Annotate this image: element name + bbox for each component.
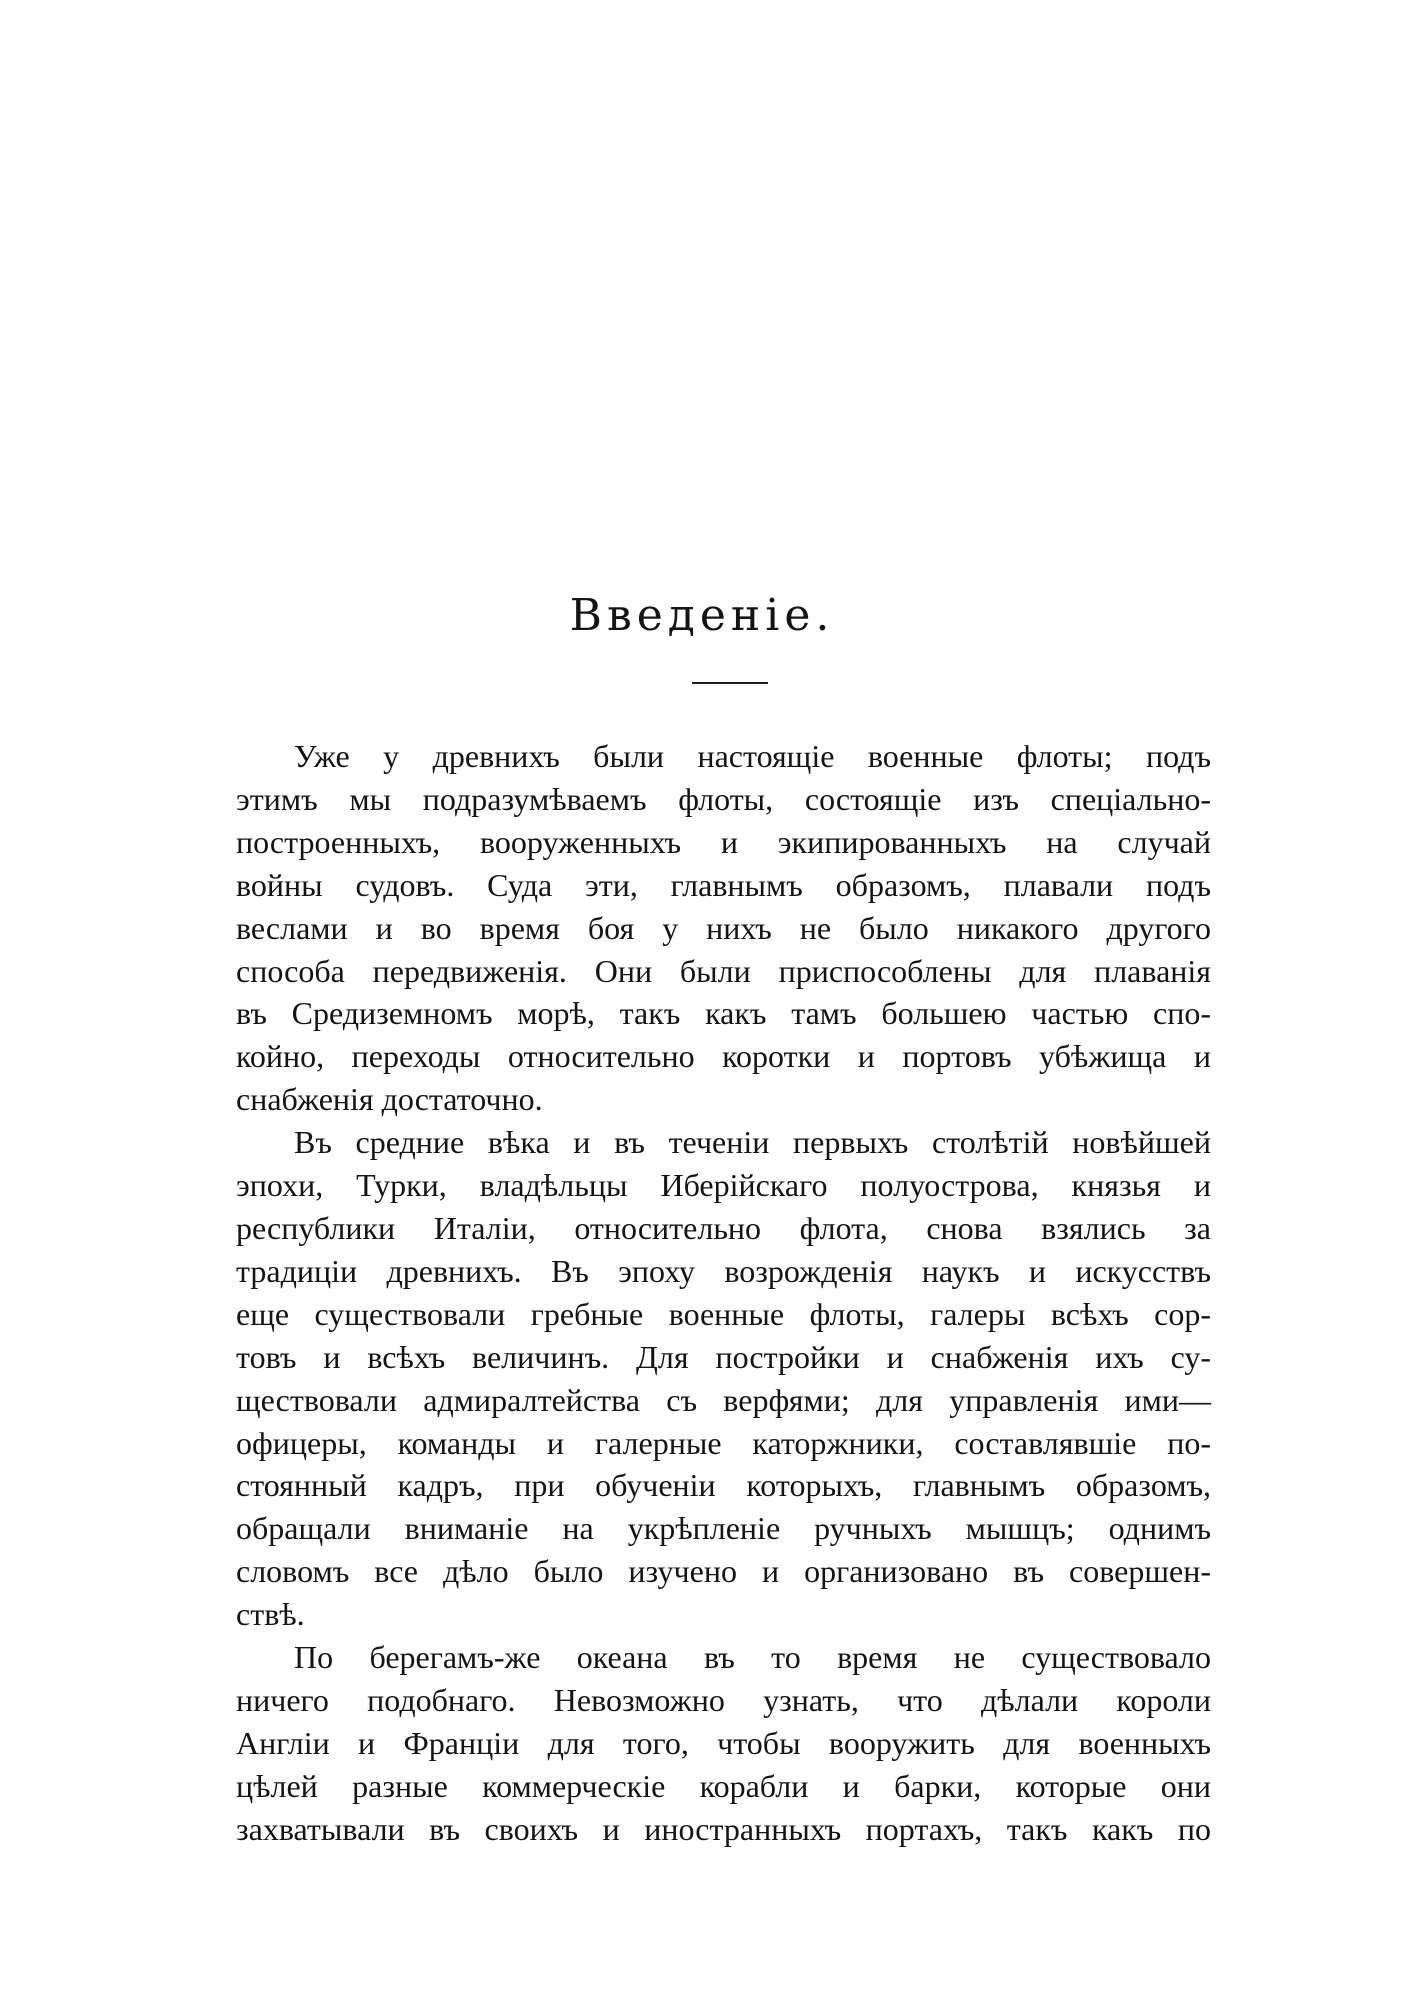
text-line: Уже у древнихъ были настоящiе военные флоты; подъ bbox=[294, 738, 1211, 774]
text-line: койно, переходы относительно коротки и портовъ убѣжища и bbox=[236, 1038, 1211, 1075]
text-line: ществовали адмиралтейства съ верфями; для управленiя ими— bbox=[236, 1381, 1211, 1418]
text-line: способа передвиженiя. Они были приспособлены для плаванiя bbox=[236, 952, 1211, 989]
text-line: республики Италiи, относительно флота, снова взялись за bbox=[236, 1209, 1211, 1246]
text-line: построенныхъ, вооруженныхъ и экипированныхъ на случай bbox=[236, 823, 1211, 860]
text-line: снабженiя достаточно. bbox=[236, 1081, 543, 1118]
text-line: Англiи и Францiи для того, чтобы вооружить для военныхъ bbox=[236, 1724, 1211, 1761]
text-line: веслами и во время боя у нихъ не было никакого другого bbox=[236, 909, 1211, 946]
text-line: товъ и всѣхъ величинъ. Для постройки и снабженiя ихъ су- bbox=[236, 1338, 1211, 1375]
text-line: войны судовъ. Суда эти, главнымъ образомъ, плавали подъ bbox=[236, 866, 1211, 903]
chapter-title: Введенiе. bbox=[569, 590, 835, 641]
body-text bbox=[236, 735, 1211, 1851]
text-line: офицеры, команды и галерные каторжники, составлявшiе по- bbox=[236, 1424, 1211, 1461]
text-line: традицiи древнихъ. Въ эпоху возрожденiя наукъ и искусствъ bbox=[236, 1252, 1211, 1289]
text-line: ничего подобнаго. Невозможно узнать, что дѣлали короли bbox=[236, 1681, 1211, 1718]
paragraph-3 bbox=[236, 1636, 1211, 1851]
text-line: обращали вниманiе на укрѣпленiе ручныхъ мышцъ; однимъ bbox=[236, 1510, 1211, 1547]
text-line: ствѣ. bbox=[236, 1596, 305, 1633]
text-line: эпохи, Турки, владѣльцы Иберiйскаго полуострова, князья и bbox=[236, 1167, 1211, 1204]
text-line: въ Средиземномъ морѣ, такъ какъ тамъ большею частью спо- bbox=[236, 995, 1211, 1032]
text-line: захватывали въ своихъ и иностранныхъ портахъ, такъ какъ по bbox=[236, 1810, 1211, 1847]
paragraph-1 bbox=[236, 735, 1211, 1121]
text-line: Въ средние вѣка и въ теченiи первыхъ столѣтiй новѣйшей bbox=[294, 1124, 1211, 1161]
text-line: цѣлей разные коммерческiе корабли и барки, которые они bbox=[236, 1767, 1211, 1804]
text-line: этимъ мы подразумѣваемъ флоты, состоящiе изъ спецiально- bbox=[236, 780, 1211, 817]
title-divider bbox=[692, 682, 768, 684]
text-line: стоянный кадръ, при обученiи которыхъ, главнымъ образомъ, bbox=[236, 1467, 1211, 1504]
text-line: По берегамъ-же океана въ то время не существовало bbox=[294, 1639, 1211, 1676]
text-line: словомъ все дѣло было изучено и организовано въ совершен- bbox=[236, 1553, 1211, 1590]
paragraph-2 bbox=[236, 1121, 1211, 1636]
text-line: еще существовали гребные военные флоты, галеры всѣхъ сор- bbox=[236, 1295, 1211, 1332]
